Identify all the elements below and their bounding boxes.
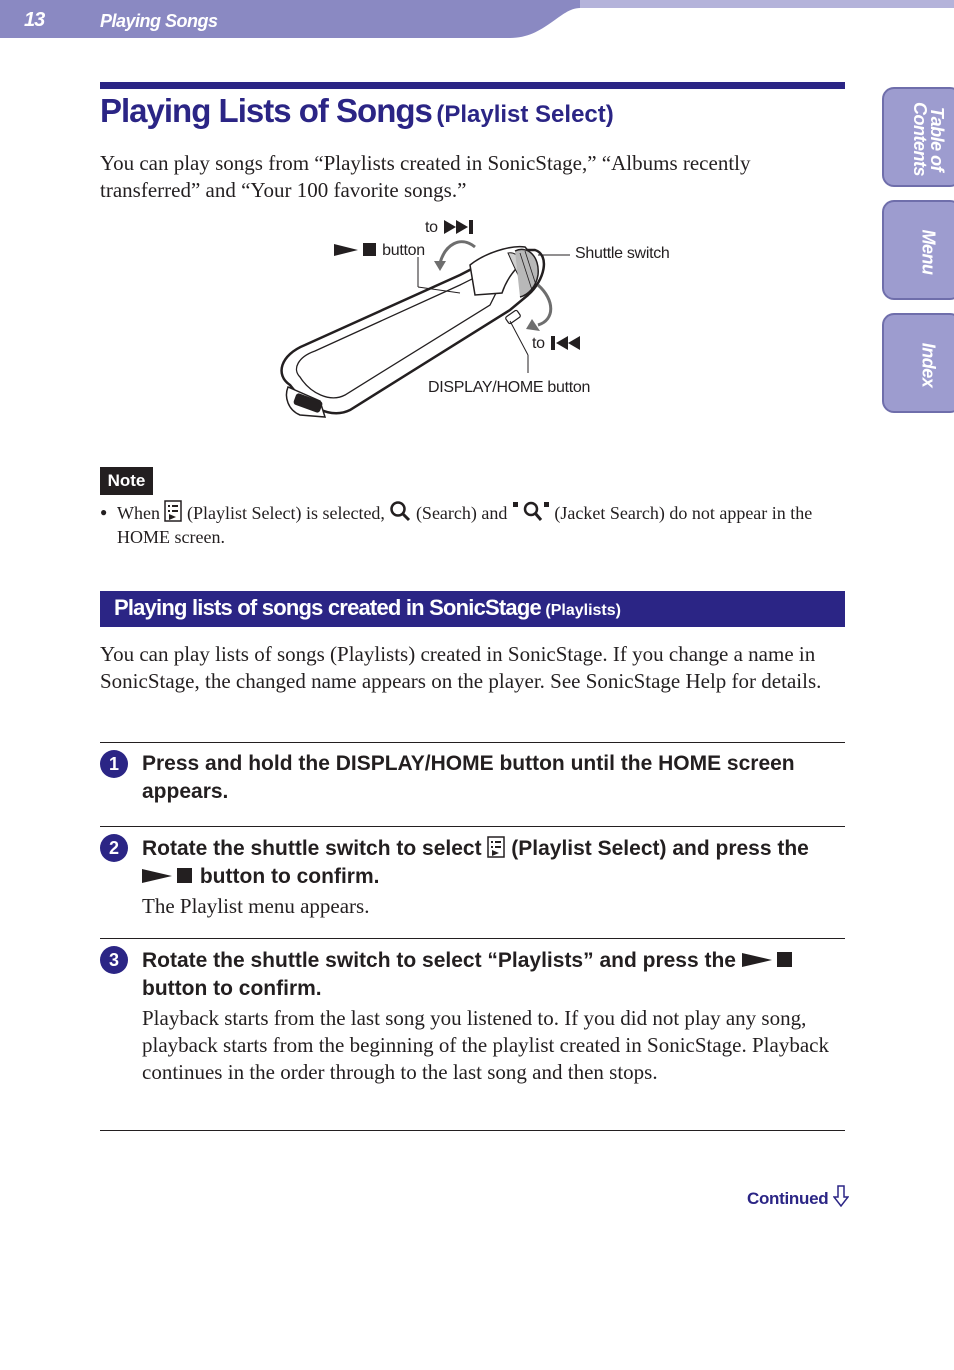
page-title-sub: (Playlist Select) (436, 101, 614, 128)
note-badge: Note (100, 467, 153, 495)
step-number-1: 1 (100, 750, 128, 778)
play-stop-icon (742, 951, 794, 969)
playlist-select-icon (164, 500, 182, 522)
intro-paragraph: You can play songs from “Playlists created in SonicStage,” “Albums recently transferred” and “Your 100 favorite songs.” (100, 151, 751, 202)
section-paragraph: You can play lists of songs (Playlists) created in SonicStage. If you change a name in SonicStage, the changed name appears on the player. See SonicStage Help for details. (100, 642, 822, 693)
next-track-icon (442, 220, 480, 234)
label-play-stop-button: button (334, 242, 425, 260)
previous-track-icon (549, 336, 587, 350)
step-divider (100, 938, 845, 939)
note-text: ● When (Playlist Select) is selected, (Search) and (Jacket Search) do not appear in the HOME screen. (100, 500, 845, 549)
note-bullet: ● (100, 505, 108, 519)
page-number: 13 (24, 9, 45, 31)
play-stop-icon (334, 243, 378, 257)
device-figure (270, 205, 690, 425)
label-to-prev: to (532, 335, 587, 353)
tab-table-of-contents[interactable] (882, 87, 954, 187)
step-number-2: 2 (100, 834, 128, 862)
search-icon (389, 500, 411, 522)
title-rule (100, 82, 845, 89)
label-to-next: to (425, 219, 480, 237)
play-stop-icon (142, 867, 194, 885)
jacket-search-icon (512, 500, 550, 522)
step-divider (100, 826, 845, 827)
step-2-body: The Playlist menu appears. (142, 894, 370, 918)
page-title-main: Playing Lists of Songs (100, 92, 432, 129)
step-divider (100, 1130, 845, 1131)
tab-label-index: Index (918, 342, 939, 388)
page-title (100, 92, 614, 130)
step-3-heading: Rotate the shuttle switch to select “Playlists” and press the button to confirm. (142, 947, 842, 1003)
section-title (114, 595, 621, 621)
tab-menu[interactable] (882, 200, 954, 300)
section-title-sub: (Playlists) (545, 602, 621, 619)
label-display-home-button: DISPLAY/HOME button (428, 379, 591, 396)
arrow-down-icon (833, 1185, 849, 1207)
step-number-3: 3 (100, 946, 128, 974)
tab-label-contents: Table of Contents (910, 102, 947, 176)
step-divider (100, 742, 845, 743)
section-header-band (100, 591, 845, 627)
tab-index[interactable] (882, 313, 954, 413)
step-3-body: Playback starts from the last song you listened to. If you did not play any song, playback starts from the beginning of the playlist created in SonicStage. Playback continues in the order through to the last song and then stops. (142, 1006, 829, 1084)
label-shuttle-switch: Shuttle switch (575, 245, 670, 262)
tab-label-menu: Menu (918, 229, 939, 275)
header-section-title: Playing Songs (100, 11, 218, 31)
step-2-heading: Rotate the shuttle switch to select (Playlist Select) and press the button to confirm. (142, 837, 809, 888)
step-1-heading: Press and hold the DISPLAY/HOME button until the HOME screen appears. (142, 752, 795, 803)
section-title-main: Playing lists of songs created in SonicStage (114, 595, 541, 620)
continued-link[interactable]: Continued (747, 1185, 849, 1209)
playlist-select-icon (487, 836, 505, 858)
